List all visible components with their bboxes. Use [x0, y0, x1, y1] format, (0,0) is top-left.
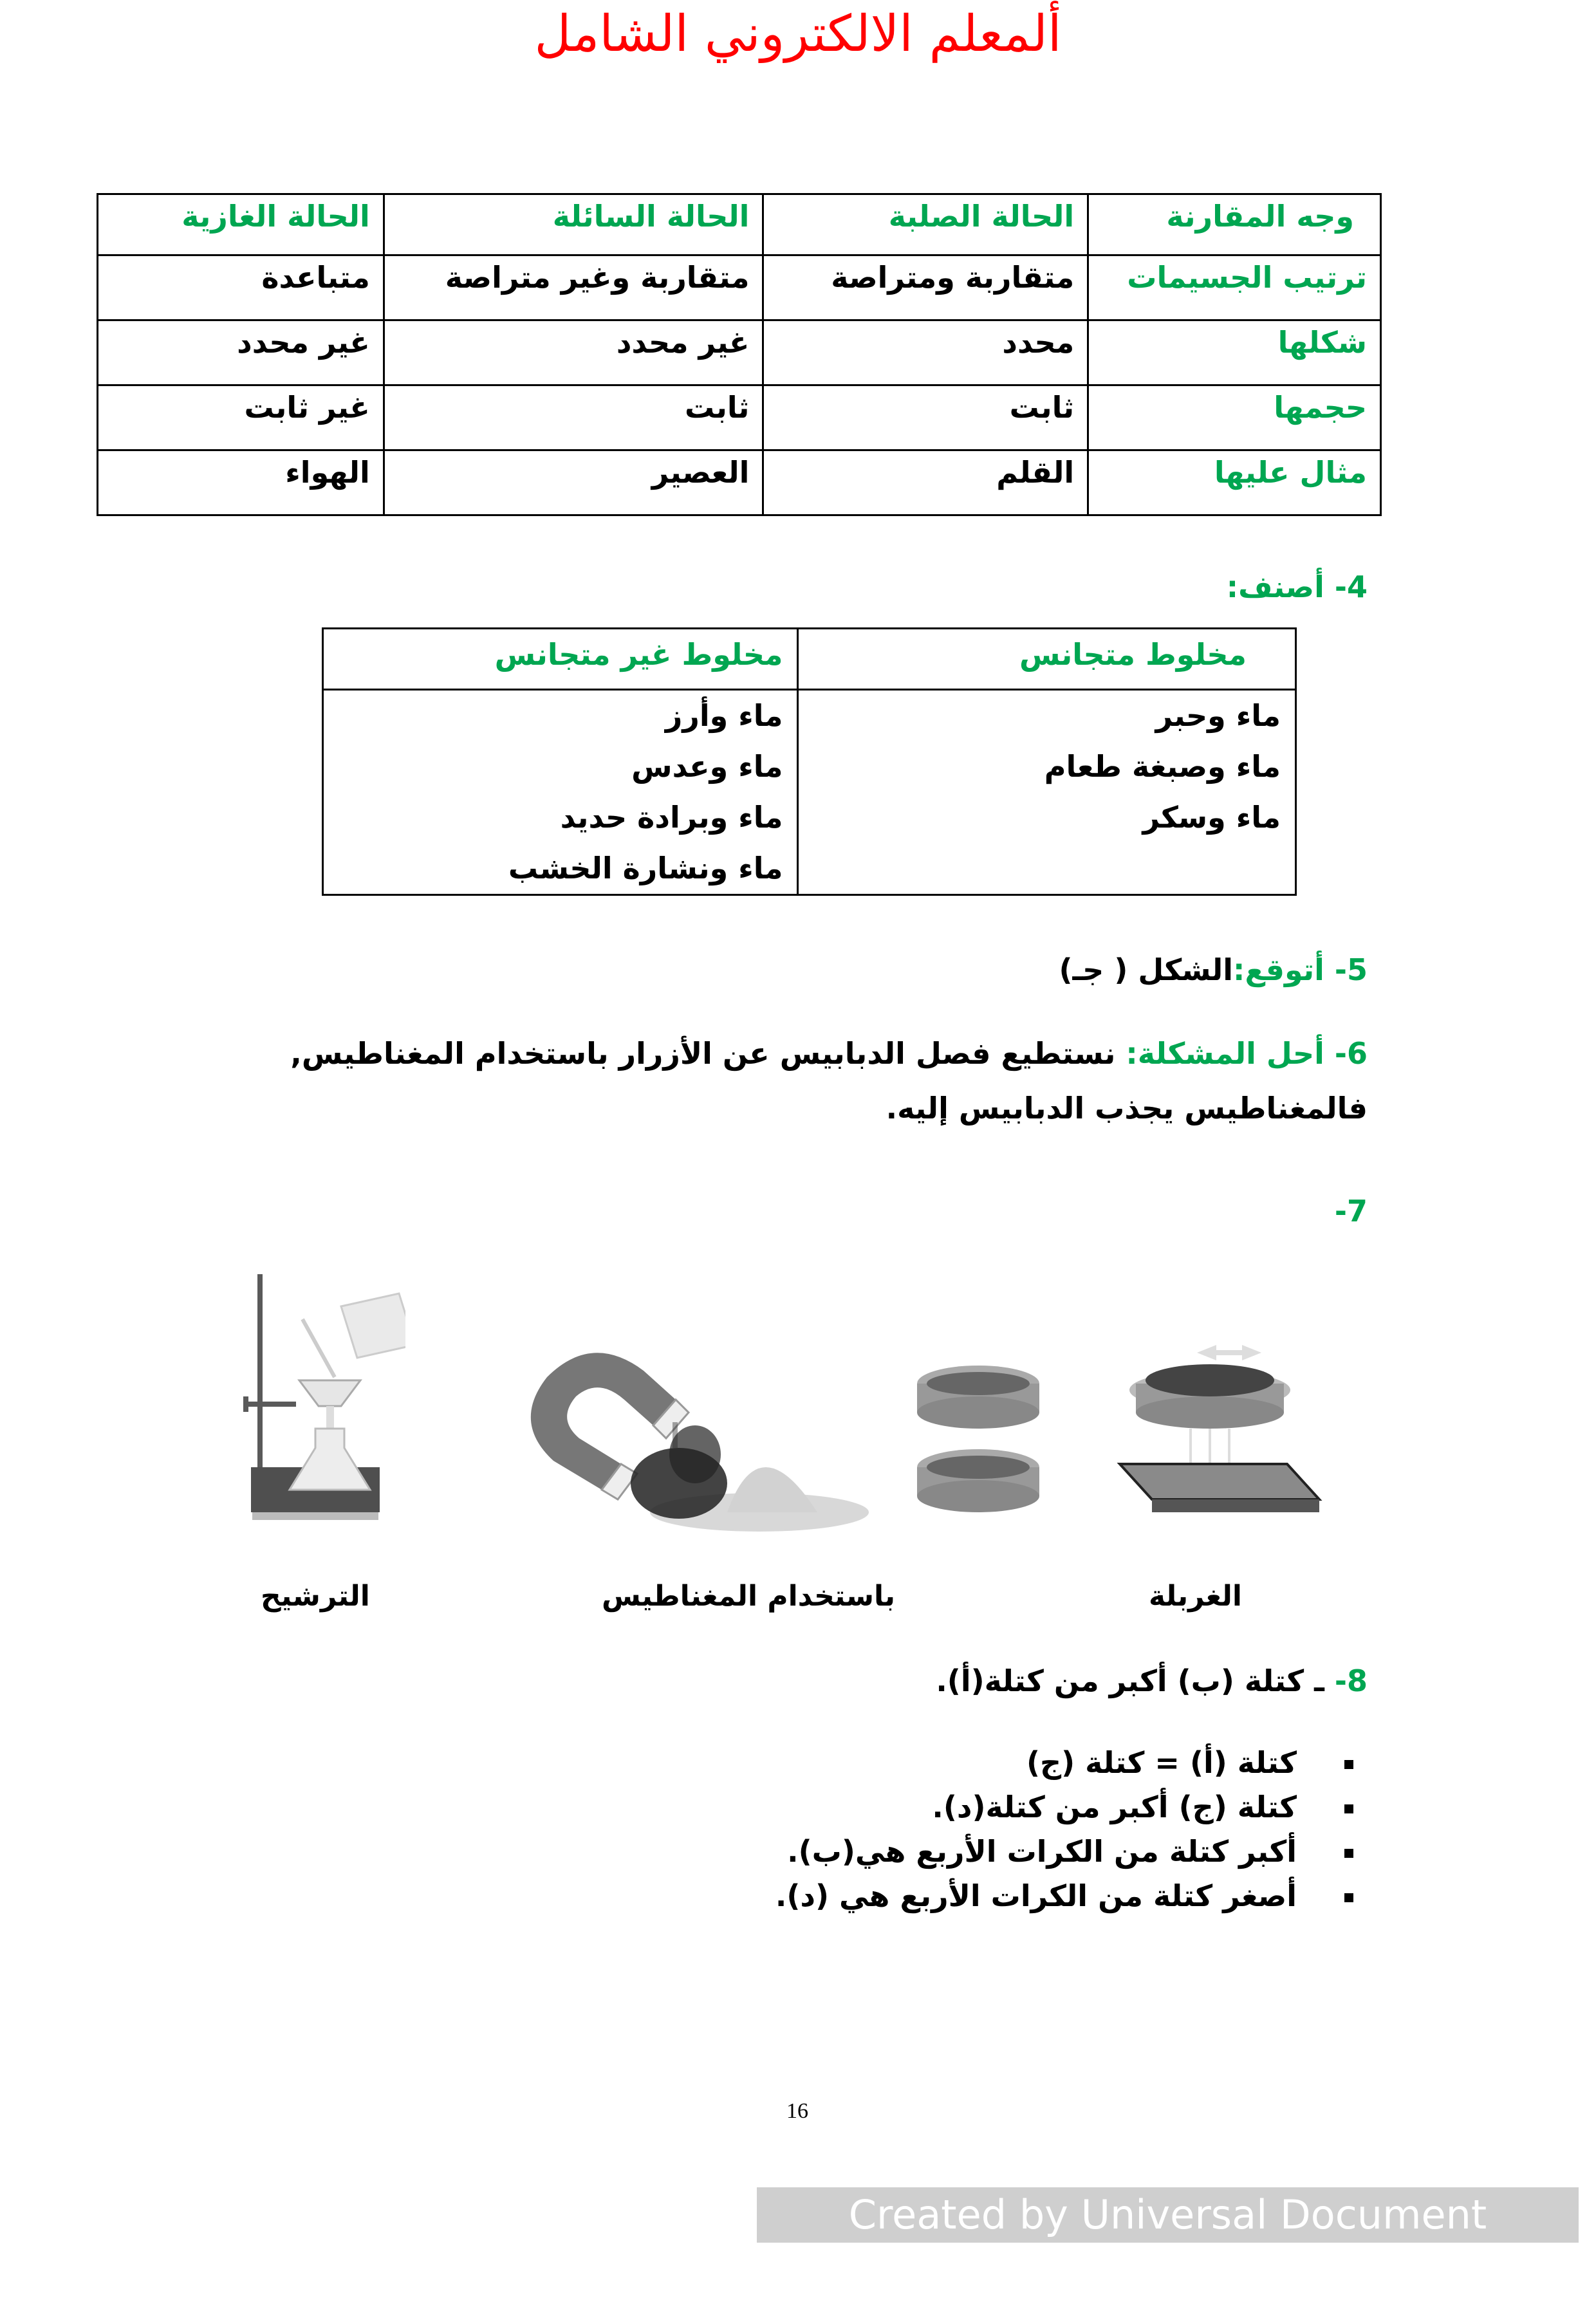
magnet-icon — [515, 1319, 875, 1532]
question-8-bullets — [775, 1741, 1368, 1918]
list-item: ماء وأرز — [665, 698, 783, 733]
cell-liquid: متقاربة وغير متراصة — [384, 255, 763, 320]
cell-solid: ثابت — [763, 385, 1088, 450]
header-cell-gas: الحالة الغازية — [98, 194, 384, 255]
bullet-icon — [1344, 1849, 1353, 1858]
row-label: حجمها — [1088, 385, 1381, 450]
list-item — [775, 1874, 1368, 1918]
caption-filtration: الترشيح — [261, 1580, 370, 1613]
caption-sieving: الغربلة — [1149, 1580, 1242, 1613]
question-8 — [936, 1663, 1368, 1698]
bullet-icon — [1344, 1893, 1353, 1902]
states-comparison-table — [97, 193, 1382, 516]
cell-liquid: ثابت — [384, 385, 763, 450]
filtration-icon — [238, 1268, 405, 1538]
question-5-answer: الشكل ( جـ) — [1059, 952, 1234, 987]
row-label: مثال عليها — [1088, 450, 1381, 515]
question-6-label: 6- أحل المشكلة: — [1126, 1036, 1368, 1071]
list-item: ماء ونشارة الخشب — [508, 851, 783, 885]
cell-liquid: العصير — [384, 450, 763, 515]
table-row — [98, 385, 1381, 450]
bullet-text: كتلة (أ) = كتلة (ج) — [1026, 1745, 1297, 1780]
table-row — [98, 255, 1381, 320]
caption-magnet: باستخدام المغناطيس — [602, 1580, 896, 1613]
homogeneous-list — [798, 690, 1296, 895]
cell-gas: الهواء — [98, 450, 384, 515]
question-8-label: 8- — [1334, 1663, 1368, 1698]
sieve-icon — [914, 1313, 1326, 1519]
table-row — [98, 450, 1381, 515]
bullet-icon — [1344, 1760, 1353, 1769]
header-cell-heterogeneous: مخلوط غير متجانس — [323, 629, 798, 690]
list-item: ماء وعدس — [631, 749, 783, 784]
row-label: شكلها — [1088, 320, 1381, 385]
mixtures-table — [322, 627, 1297, 896]
list-item: ماء وسكر — [1142, 800, 1281, 835]
watermark-banner: Created by Universal Document Converter — [757, 2187, 1579, 2243]
table-header-row — [323, 629, 1296, 690]
cell-solid: محدد — [763, 320, 1088, 385]
header-cell-solid: الحالة الصلبة — [763, 194, 1088, 255]
question-5 — [1059, 952, 1368, 987]
bullet-icon — [1344, 1804, 1353, 1813]
cell-solid: القلم — [763, 450, 1088, 515]
table-row — [323, 690, 1296, 895]
header-cell-aspect: وجه المقارنة — [1088, 194, 1381, 255]
list-item: ماء وبرادة حديد — [560, 800, 783, 835]
bullet-text: كتلة (ج) أكبر من كتلة(د). — [932, 1790, 1297, 1824]
cell-liquid: غير محدد — [384, 320, 763, 385]
bullet-text: أصغر كتلة من الكرات الأربع هي (د). — [775, 1878, 1297, 1913]
cell-solid: متقاربة ومتراصة — [763, 255, 1088, 320]
heterogeneous-list — [323, 690, 798, 895]
list-item — [775, 1785, 1368, 1830]
question-6-answer-line1: نستطيع فصل الدبابيس عن الأزرار باستخدام المغناطيس, — [290, 1036, 1126, 1071]
list-item: ماء وصبغة طعام — [1044, 749, 1281, 784]
question-6 — [290, 1036, 1368, 1071]
cell-gas: متباعدة — [98, 255, 384, 320]
question-6-answer-line2: فالمغناطيس يجذب الدبابيس إليه. — [886, 1091, 1368, 1126]
question-8-first-line: ـ كتلة (ب) أكبر من كتلة(أ). — [936, 1663, 1335, 1698]
question-7-label: 7- — [1334, 1194, 1368, 1228]
question-4-label: 4- أصنف: — [1226, 570, 1368, 604]
table-row — [98, 320, 1381, 385]
page-number: 16 — [786, 2099, 808, 2123]
list-item — [775, 1830, 1368, 1874]
header-cell-homogeneous: مخلوط متجانس — [798, 629, 1296, 690]
question-5-label: 5- أتوقع: — [1233, 952, 1368, 987]
list-item — [775, 1741, 1368, 1785]
header-cell-liquid: الحالة السائلة — [384, 194, 763, 255]
row-label: ترتيب الجسيمات — [1088, 255, 1381, 320]
table-header-row — [98, 194, 1381, 255]
bullet-text: أكبر كتلة من الكرات الأربع هي(ب). — [787, 1834, 1297, 1869]
list-item: ماء وحبر — [1155, 698, 1281, 733]
page-title: ألمعلم الالكتروني الشامل — [534, 5, 1062, 63]
cell-gas: غير ثابت — [98, 385, 384, 450]
cell-gas: غير محدد — [98, 320, 384, 385]
